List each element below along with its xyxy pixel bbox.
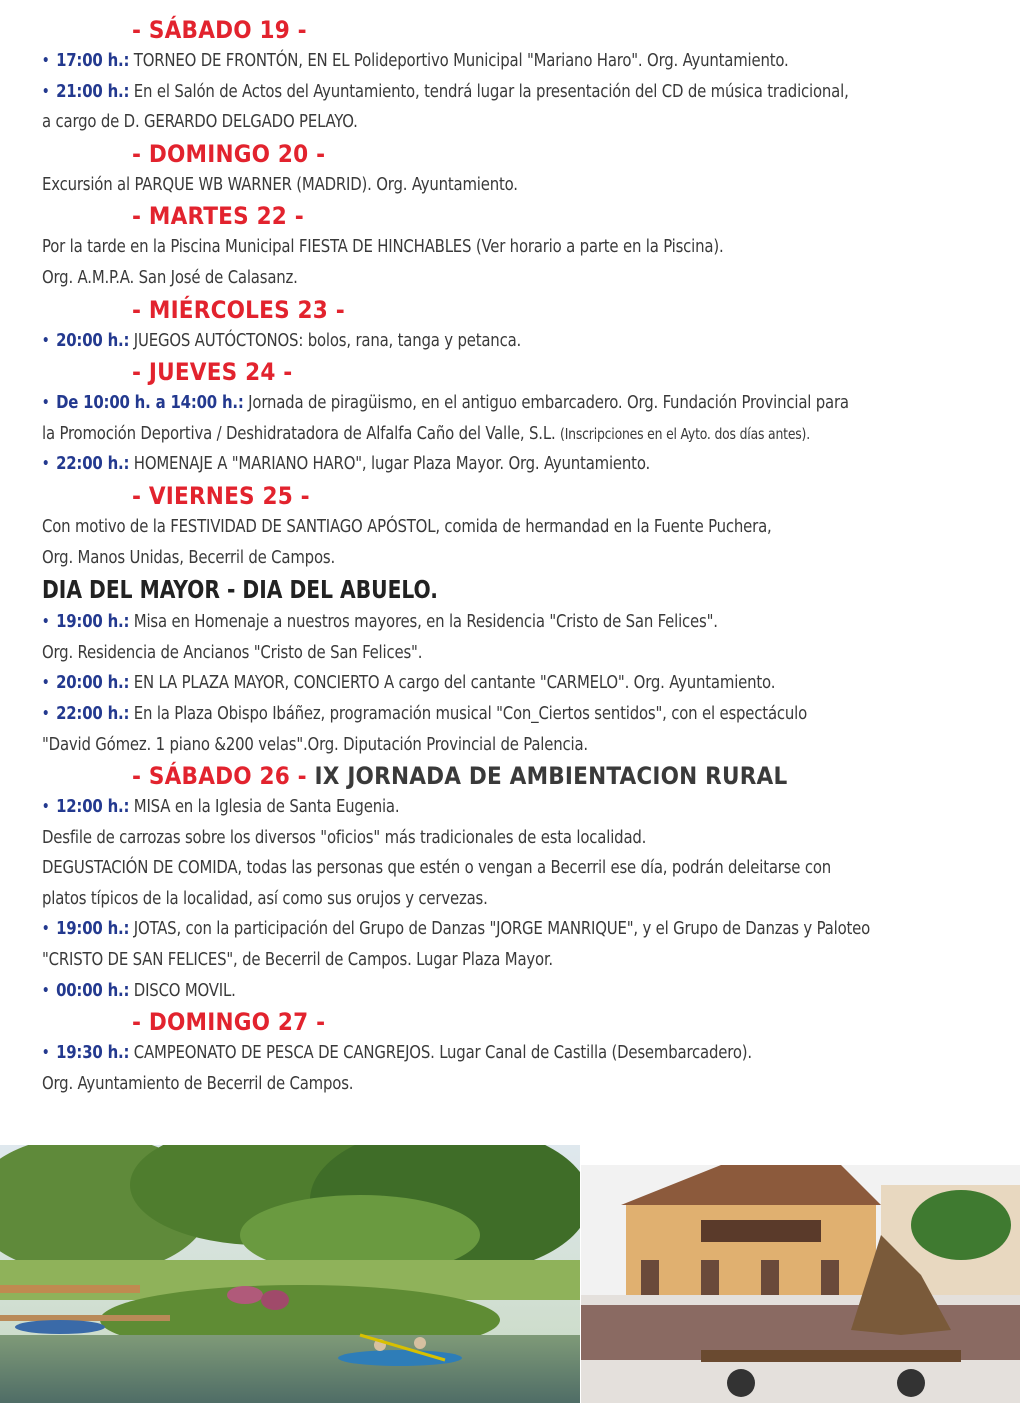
event-line: platos típicos de la localidad, así como sus orujos y cervezas. <box>42 887 488 909</box>
day-heading: - DOMINGO 20 - <box>132 139 326 168</box>
bullet-icon: • <box>42 921 50 938</box>
section-title: DIA DEL MAYOR - DIA DEL ABUELO. <box>42 575 438 605</box>
registration-note: (Inscripciones en el Ayto. dos días antes). <box>560 424 810 443</box>
day-heading: - SÁBADO 19 - <box>132 16 307 44</box>
event-time: • 12:00 h.: <box>42 796 130 818</box>
bullet-icon: • <box>42 395 50 412</box>
event-time: • De 10:00 h. a 14:00 h.: <box>42 392 244 414</box>
day-heading: - MARTES 22 - <box>132 202 304 231</box>
event-time: • 19:30 h.: <box>42 1042 130 1064</box>
day-heading: - VIERNES 25 - <box>132 481 310 510</box>
event-line: Con motivo de la FESTIVIDAD DE SANTIAGO APÓSTOL, comida de hermandad en la Fuente Puchera, <box>42 515 772 537</box>
event-line: • 00:00 h.: DISCO MOVIL. <box>42 979 236 1001</box>
bullet-icon: • <box>42 53 50 69</box>
event-line: "CRISTO DE SAN FELICES", de Becerril de Campos. Lugar Plaza Mayor. <box>42 949 553 971</box>
event-line: Org. Residencia de Ancianos "Cristo de San Felices". <box>42 641 423 663</box>
event-line: • 19:00 h.: Misa en Homenaje a nuestros mayores, en la Residencia "Cristo de San Felices". <box>42 611 718 633</box>
event-line: • 20:00 h.: JUEGOS AUTÓCTONOS: bolos, rana, tanga y petanca. <box>42 329 522 351</box>
event-time: • 17:00 h.: <box>42 50 130 71</box>
day-heading: - SÁBADO 26 - IX JORNADA DE AMBIENTACION RURAL <box>132 762 788 791</box>
event-line: • 22:00 h.: En la Plaza Obispo Ibáñez, programación musical "Con_Ciertos sentidos", con el espectáculo <box>42 702 808 724</box>
bullet-icon: • <box>42 982 50 999</box>
event-line: • 19:30 h.: CAMPEONATO DE PESCA DE CANGREJOS. Lugar Canal de Castilla (Desembarcadero). <box>42 1042 752 1064</box>
day-heading: - JUEVES 24 - <box>132 358 293 387</box>
event-time: • 22:00 h.: <box>42 453 130 475</box>
event-time: • 21:00 h.: <box>42 80 130 102</box>
bullet-icon: • <box>42 799 50 816</box>
event-time: • 19:00 h.: <box>42 918 130 940</box>
event-line: • 21:00 h.: En el Salón de Actos del Ayuntamiento, tendrá lugar la presentación del CD de música tradicional, <box>42 80 849 102</box>
day-heading-suffix: IX JORNADA DE AMBIENTACION RURAL <box>306 762 788 791</box>
event-time: • 00:00 h.: <box>42 979 130 1001</box>
event-line: la Promoción Deportiva / Deshidratadora de Alfalfa Caño del Valle, S.L. (Inscripciones en el Ayto. dos días antes). <box>42 422 810 444</box>
plaza-mayor-photo <box>581 1165 1020 1403</box>
event-time: • 22:00 h.: <box>42 702 130 724</box>
bullet-icon: • <box>42 332 50 349</box>
program-content <box>42 14 1002 1099</box>
event-line: • 20:00 h.: EN LA PLAZA MAYOR, CONCIERTO A cargo del cantante "CARMELO". Org. Ayuntamiento. <box>42 672 776 694</box>
event-line: DEGUSTACIÓN DE COMIDA, todas las personas que estén o vengan a Becerril ese día, podrán deleitarse con <box>42 857 832 879</box>
bullet-icon: • <box>42 675 50 692</box>
event-line: • 12:00 h.: MISA en la Iglesia de Santa Eugenia. <box>42 796 400 818</box>
event-time: • 19:00 h.: <box>42 611 130 633</box>
bullet-icon: • <box>42 1045 50 1062</box>
event-line: • De 10:00 h. a 14:00 h.: Jornada de piragüismo, en el antiguo embarcadero. Org. Fundación Provincial para <box>42 392 849 414</box>
bullet-icon: • <box>42 705 50 722</box>
event-line: "David Gómez. 1 piano &200 velas".Org. Diputación Provincial de Palencia. <box>42 733 588 755</box>
event-line: Desfile de carrozas sobre los diversos "oficios" más tradicionales de esta localidad. <box>42 826 647 848</box>
event-time: • 20:00 h.: <box>42 329 130 351</box>
canal-kayak-photo <box>0 1145 580 1403</box>
photo-strip <box>0 1145 1020 1403</box>
event-time: • 20:00 h.: <box>42 672 130 694</box>
bullet-icon: • <box>42 614 50 631</box>
event-line: Excursión al PARQUE WB WARNER (MADRID). Org. Ayuntamiento. <box>42 173 518 195</box>
event-line: Org. Manos Unidas, Becerril de Campos. <box>42 546 336 568</box>
day-heading: - DOMINGO 27 - <box>132 1008 326 1037</box>
bullet-icon: • <box>42 456 50 473</box>
event-line: a cargo de D. GERARDO DELGADO PELAYO. <box>42 111 358 133</box>
event-line: • 22:00 h.: HOMENAJE A "MARIANO HARO", lugar Plaza Mayor. Org. Ayuntamiento. <box>42 453 651 475</box>
event-line: • 19:00 h.: JOTAS, con la participación del Grupo de Danzas "JORGE MANRIQUE", y el Grupo de Danzas y Paloteo <box>42 918 871 940</box>
event-line: Org. Ayuntamiento de Becerril de Campos. <box>42 1072 354 1094</box>
event-line: Org. A.M.P.A. San José de Calasanz. <box>42 266 298 288</box>
day-heading: - MIÉRCOLES 23 - <box>132 295 345 324</box>
bullet-icon: • <box>42 83 50 100</box>
event-line: • 17:00 h.: TORNEO DE FRONTÓN, EN EL Polideportivo Municipal "Mariano Haro". Org. Ayuntamiento. <box>42 50 789 71</box>
event-line: Por la tarde en la Piscina Municipal FIESTA DE HINCHABLES (Ver horario a parte en la Piscina). <box>42 236 724 258</box>
